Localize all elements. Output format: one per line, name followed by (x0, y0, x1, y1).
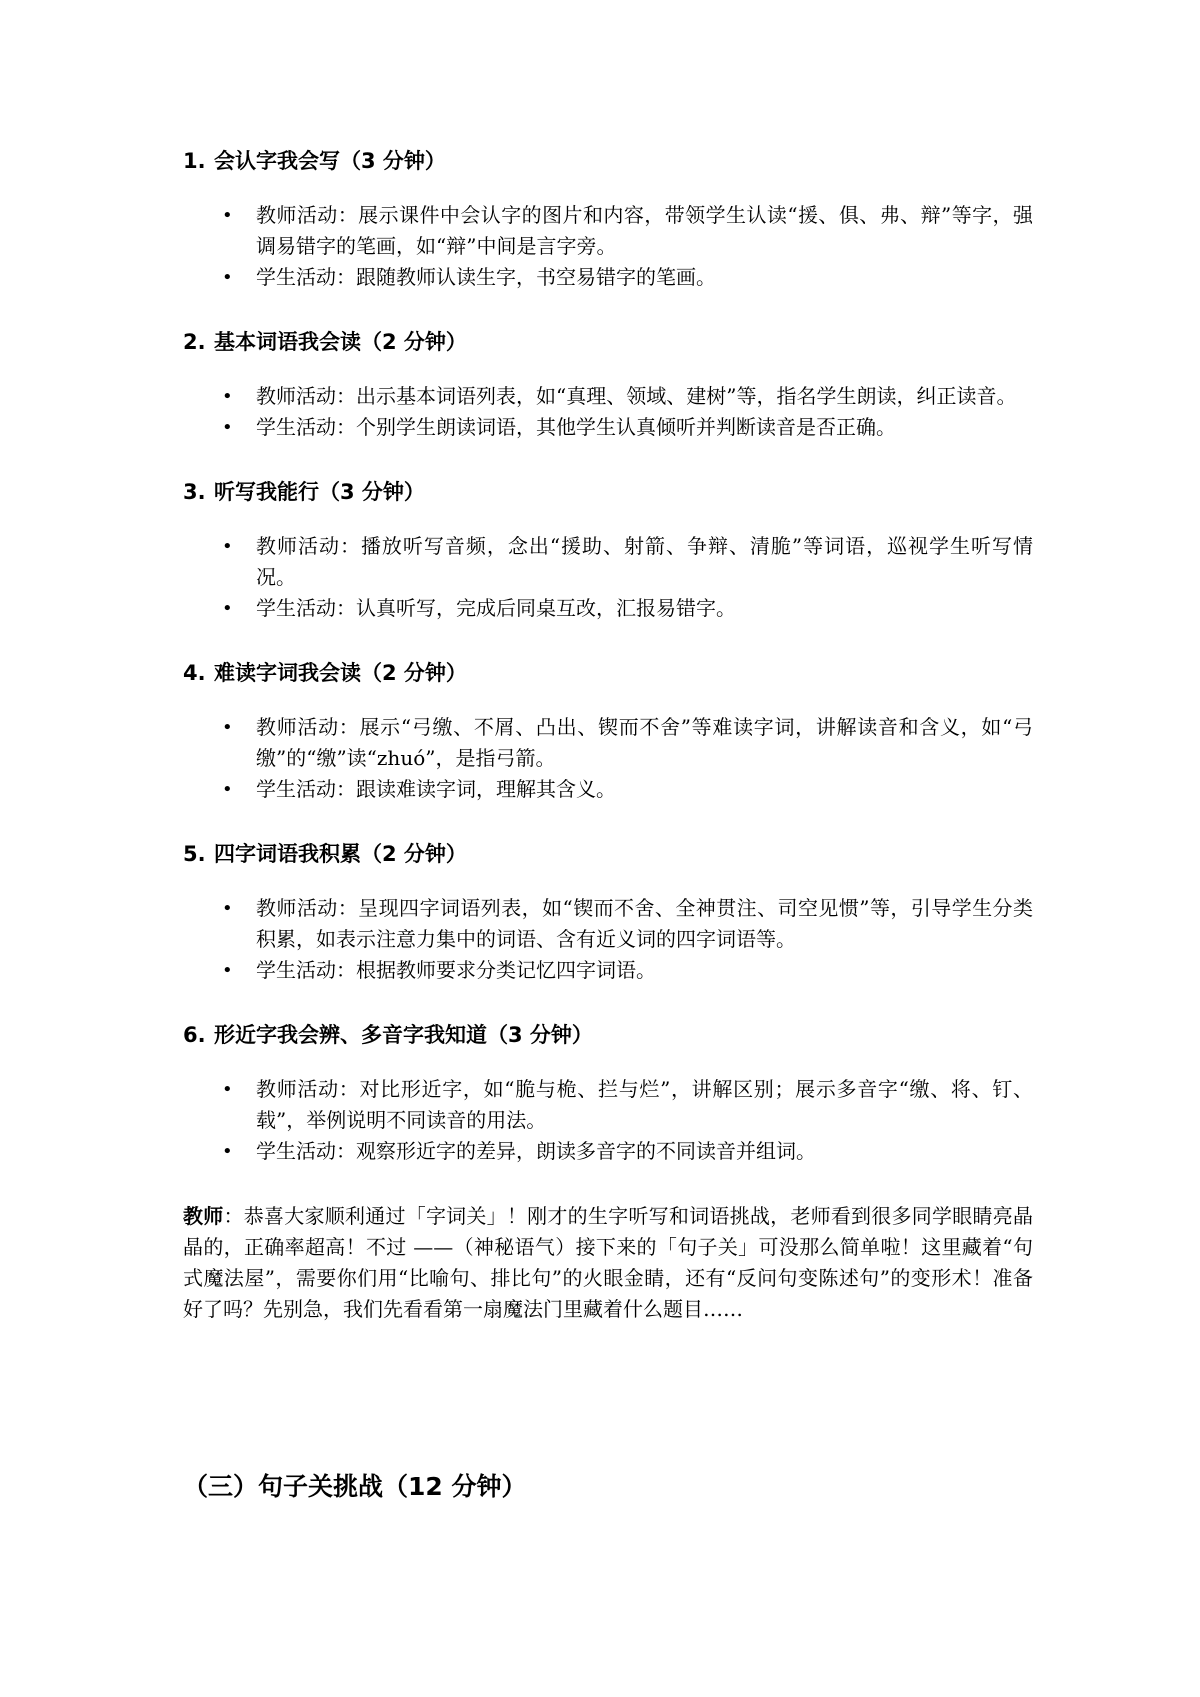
section-title: 形近字我会辨、多音字我知道（3 分钟） (214, 1023, 593, 1047)
section-title: 听写我能行（3 分钟） (214, 480, 425, 504)
section-1 (183, 146, 1033, 293)
section-heading (183, 839, 1033, 869)
section-5 (183, 839, 1033, 986)
part-heading: （三）句子关挑战（12 分钟） (183, 1472, 527, 1501)
section-title: 基本词语我会读（2 分钟） (214, 330, 467, 354)
section-number: 1. (183, 149, 206, 173)
activity-list (183, 712, 1033, 805)
section-2 (183, 327, 1033, 443)
speaker-label: 教师 (183, 1204, 224, 1228)
section-heading (183, 327, 1033, 357)
bullet-icon: • (222, 598, 233, 619)
section-6 (183, 1020, 1033, 1167)
activity-list (183, 1074, 1033, 1167)
list-item-text: 学生活动：认真听写，完成后同桌互改，汇报易错字。 (256, 596, 736, 620)
list-item (183, 531, 1033, 593)
bullet-icon: • (222, 717, 233, 738)
section-title: 四字词语我积累（2 分钟） (214, 842, 467, 866)
list-item-text: 学生活动：观察形近字的差异，朗读多音字的不同读音并组词。 (256, 1139, 816, 1163)
activity-list (183, 200, 1033, 293)
list-item-text: 学生活动：跟读难读字词，理解其含义。 (256, 777, 616, 801)
list-item-text: 教师活动：展示课件中会认字的图片和内容，带领学生认读“援、俱、弗、辩”等字，强调易错字的笔画，如“辩”中间是言字旁。 (256, 203, 1033, 258)
bullet-icon: • (222, 1141, 233, 1162)
bullet-icon: • (222, 386, 233, 407)
list-item (183, 1074, 1033, 1136)
list-item (183, 381, 1033, 412)
section-3 (183, 477, 1033, 624)
section-heading (183, 146, 1033, 176)
list-item-text: 学生活动：跟随教师认读生字，书空易错字的笔画。 (256, 265, 716, 289)
bullet-icon: • (222, 417, 233, 438)
list-item (183, 1136, 1033, 1167)
list-item (183, 774, 1033, 805)
section-number: 5. (183, 842, 206, 866)
bullet-icon: • (222, 779, 233, 800)
bullet-icon: • (222, 267, 233, 288)
list-item (183, 955, 1033, 986)
bullet-icon: • (222, 536, 233, 557)
list-item-text: 学生活动：根据教师要求分类记忆四字词语。 (256, 958, 656, 982)
list-item (183, 262, 1033, 293)
list-item-text: 教师活动：展示“弓缴、不屑、凸出、锲而不舍”等难读字词，讲解读音和含义，如“弓缴”的“缴”读“zhuó”，是指弓箭。 (256, 715, 1033, 770)
list-item (183, 712, 1033, 774)
section-heading (183, 477, 1033, 507)
section-4 (183, 658, 1033, 805)
teacher-paragraph (183, 1201, 1033, 1325)
document-content (183, 146, 1033, 1325)
activity-list (183, 531, 1033, 624)
section-heading (183, 1020, 1033, 1050)
section-title: 难读字词我会读（2 分钟） (214, 661, 467, 685)
bullet-icon: • (222, 1079, 233, 1100)
activity-list (183, 381, 1033, 443)
list-item-text: 学生活动：个别学生朗读词语，其他学生认真倾听并判断读音是否正确。 (256, 415, 896, 439)
section-heading (183, 658, 1033, 688)
bullet-icon: • (222, 960, 233, 981)
list-item-text: 教师活动：播放听写音频，念出“援助、射箭、争辩、清脆”等词语，巡视学生听写情况。 (256, 534, 1033, 589)
section-number: 4. (183, 661, 206, 685)
section-number: 2. (183, 330, 206, 354)
list-item (183, 200, 1033, 262)
list-item (183, 412, 1033, 443)
bullet-icon: • (222, 898, 233, 919)
section-number: 6. (183, 1023, 206, 1047)
list-item-text: 教师活动：对比形近字，如“脆与桅、拦与烂”，讲解区别；展示多音字“缴、将、钉、载”，举例说明不同读音的用法。 (256, 1077, 1033, 1132)
list-item-text: 教师活动：出示基本词语列表，如“真理、领域、建树”等，指名学生朗读，纠正读音。 (256, 384, 1017, 408)
activity-list (183, 893, 1033, 986)
list-item-text: 教师活动：呈现四字词语列表，如“锲而不舍、全神贯注、司空见惯”等，引导学生分类积累，如表示注意力集中的词语、含有近义词的四字词语等。 (256, 896, 1033, 951)
list-item (183, 893, 1033, 955)
bullet-icon: • (222, 205, 233, 226)
teacher-paragraph-text: ：恭喜大家顺利通过「字词关」！刚才的生字听写和词语挑战，老师看到很多同学眼睛亮晶晶的，正确率超高！不过 ——（神秘语气）接下来的「句子关」可没那么简单啦！这里藏着“句式魔法屋”，需要你们用“比喻句、排比句”的火眼金睛，还有“反问句变陈述句”的变形术！准备好了吗？先别急，我们先看看第一扇魔法门里藏着什么题目…… (183, 1204, 1034, 1321)
list-item (183, 593, 1033, 624)
section-title: 会认字我会写（3 分钟） (214, 149, 446, 173)
section-number: 3. (183, 480, 206, 504)
